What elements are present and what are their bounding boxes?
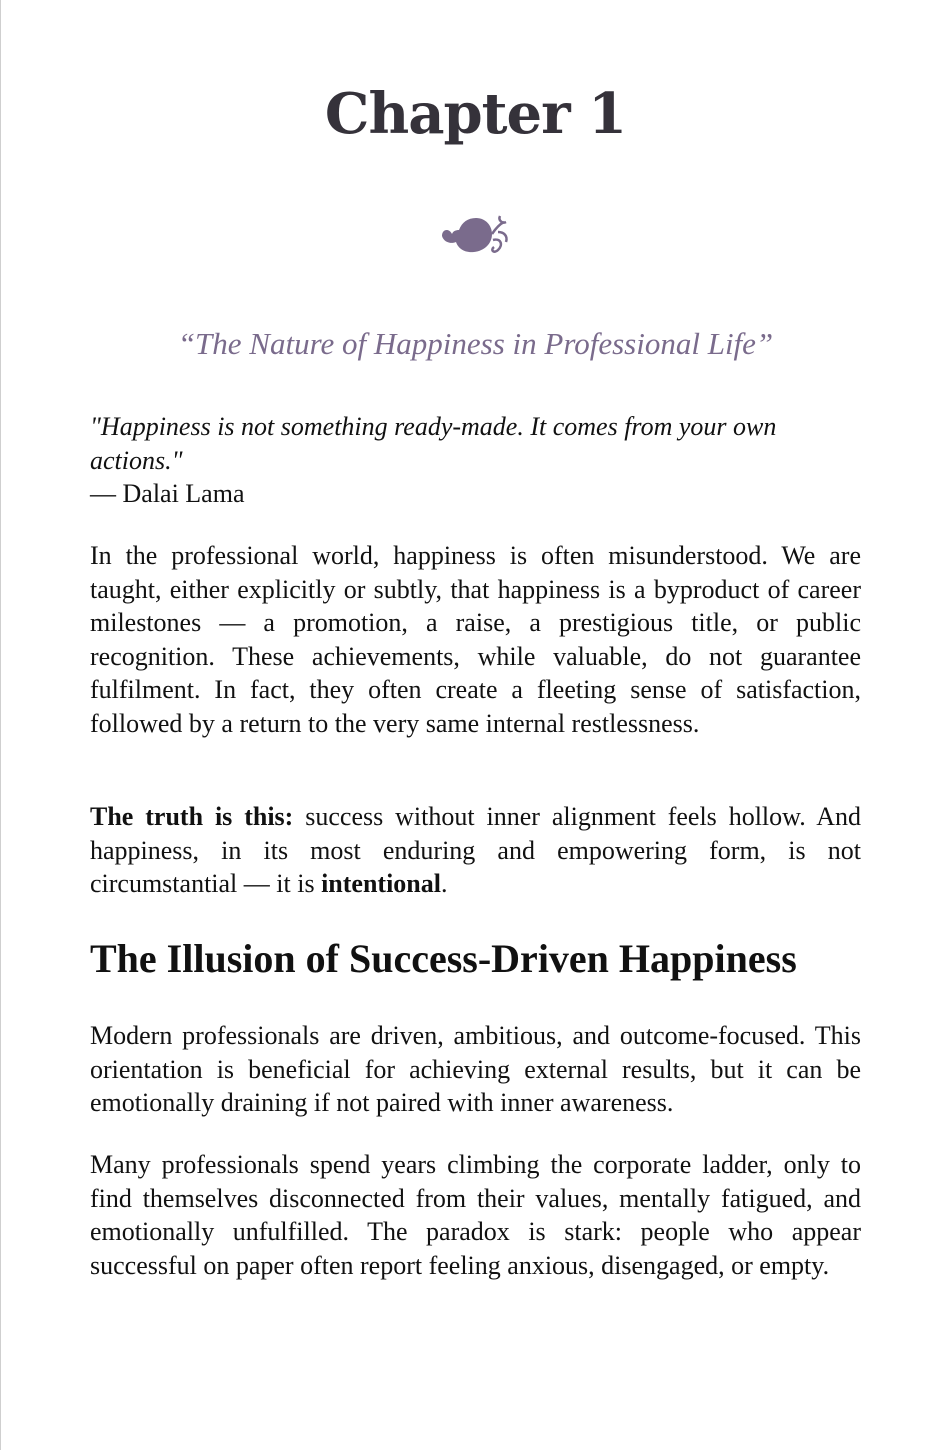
- epigraph-attribution: — Dalai Lama: [90, 479, 245, 508]
- leaf-vine-ornament-icon: [438, 210, 510, 260]
- body-paragraph: In the professional world, happiness is often misunderstood. We are taught, either explicitly or subtly, that happiness is a byproduct of career milestones — a promotion, a raise, a prestigious title, or public recognition. These achievements, while valuable, do not guarantee fulfilment. In fact, they often create a fleeting sense of satisfaction, followed by a return to the very same internal restlessness.: [90, 541, 861, 738]
- chapter-subtitle: “The Nature of Happiness in Professional Life”: [177, 326, 774, 361]
- body-paragraph: Many professionals spend years climbing the corporate ladder, only to find themselves disconnected from their values, mentally fatigued, and emotionally unfulfilled. The paradox is stark: people who appear successful on paper often report feeling anxious, disengaged, or empty.: [90, 1150, 861, 1280]
- body-paragraph: Modern professionals are driven, ambitious, and outcome-focused. This orientation is beneficial for achieving external results, but it can be emotionally draining if not paired with inner awareness.: [90, 1021, 861, 1117]
- bold-emphasis-text: intentional: [321, 869, 441, 898]
- paragraph-body-text: success without inner alignment feels hollow. And happiness, in its most enduring and empowering form, is not circumstantial — it is: [90, 802, 862, 898]
- body-paragraph-truth: [90, 800, 861, 901]
- paragraph-end-text: .: [441, 869, 448, 898]
- epigraph-quote: "Happiness is not something ready-made. It comes from your own actions.": [90, 412, 777, 475]
- epigraph: [90, 410, 861, 511]
- section-heading: The Illusion of Success-Driven Happiness: [90, 936, 797, 981]
- bold-lead-text: The truth is this:: [90, 802, 294, 831]
- chapter-title: Chapter 1: [324, 81, 627, 147]
